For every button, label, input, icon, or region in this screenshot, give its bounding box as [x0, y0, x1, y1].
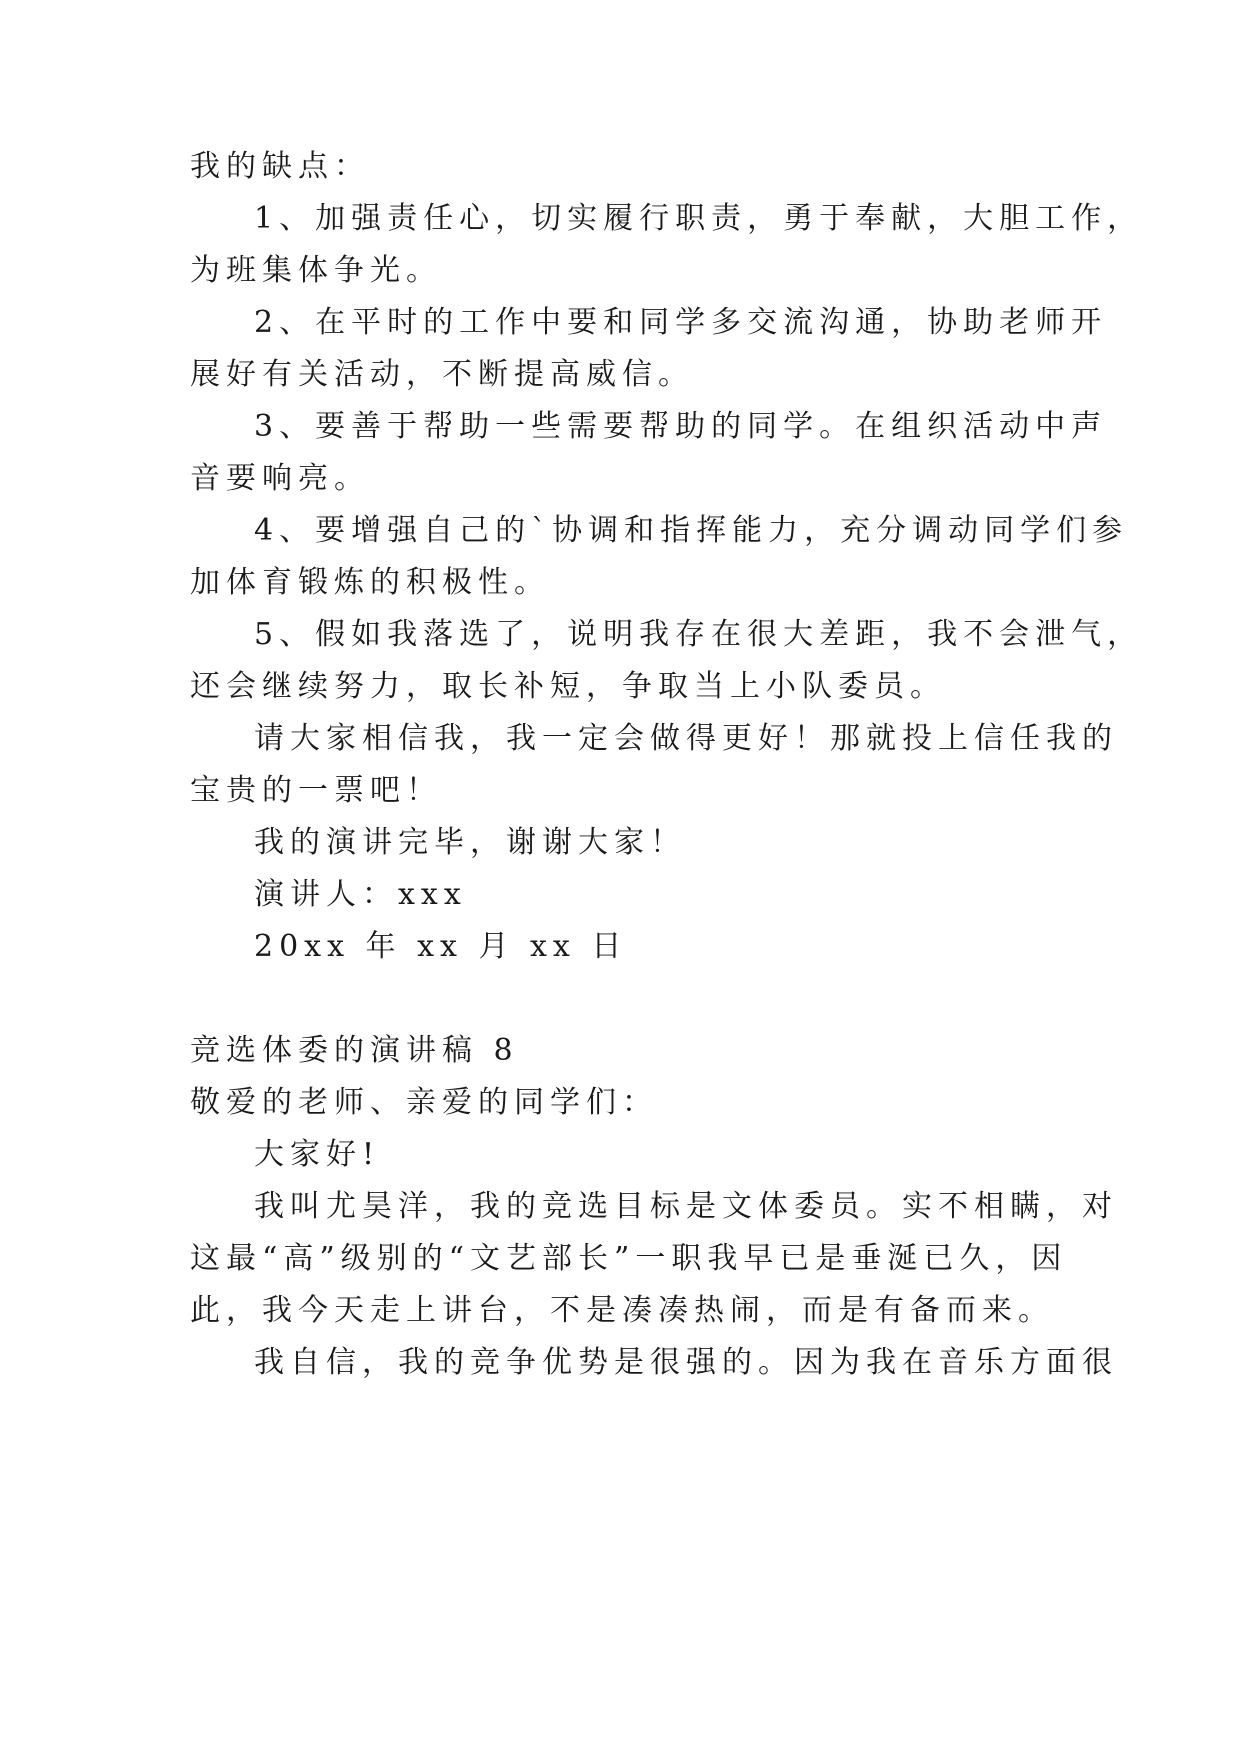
para1-line3: 此，我今天走上讲台，不是凑凑热闹，而是有备而来。: [190, 1293, 1054, 1328]
para1-line1: 我叫尤昊洋，我的竞选目标是文体委员。实不相瞒，对: [254, 1189, 1118, 1224]
salutation-line: 敬爱的老师、亲爱的同学们：: [190, 1085, 658, 1120]
appeal-line2: 宝贵的一票吧！: [190, 773, 442, 808]
item1-line2: 为班集体争光。: [190, 253, 442, 288]
item4-line1: 4、要增强自己的`协调和指挥能力，充分调动同学们参: [254, 513, 1129, 548]
greeting-line: 大家好!: [254, 1137, 381, 1172]
item2-line1: 2、在平时的工作中要和同学多交流沟通，协助老师开: [254, 305, 1108, 340]
defects-heading: 我的缺点：: [190, 149, 370, 184]
date-line: 20xx 年 xx 月 xx 日: [254, 929, 628, 964]
item5-line2: 还会继续努力，取长补短，争取当上小队委员。: [190, 669, 946, 704]
document-page: [190, 0, 1144, 1754]
para2-line1: 我自信，我的竞争优势是很强的。因为我在音乐方面很: [254, 1345, 1118, 1380]
speaker-line: 演讲人：xxx: [254, 877, 467, 912]
item1-line1: 1、加强责任心，切实履行职责，勇于奉献，大胆工作，: [254, 201, 1144, 236]
item2-line2: 展好有关活动，不断提高威信。: [190, 357, 694, 392]
closing-line: 我的演讲完毕，谢谢大家！: [254, 825, 686, 860]
para1-line2: 这最“高”级别的“文艺部长”一职我早已是垂涎已久，因: [190, 1241, 1068, 1276]
item3-line2: 音要响亮。: [190, 461, 370, 496]
item4-line2: 加体育锻炼的积极性。: [190, 565, 550, 600]
item3-line1: 3、要善于帮助一些需要帮助的同学。在组织活动中声: [254, 409, 1108, 444]
item5-line1: 5、假如我落选了，说明我存在很大差距，我不会泄气，: [254, 617, 1144, 652]
appeal-line1: 请大家相信我，我一定会做得更好！那就投上信任我的: [254, 721, 1118, 756]
section-title: 竞选体委的演讲稿 8: [190, 1033, 519, 1068]
